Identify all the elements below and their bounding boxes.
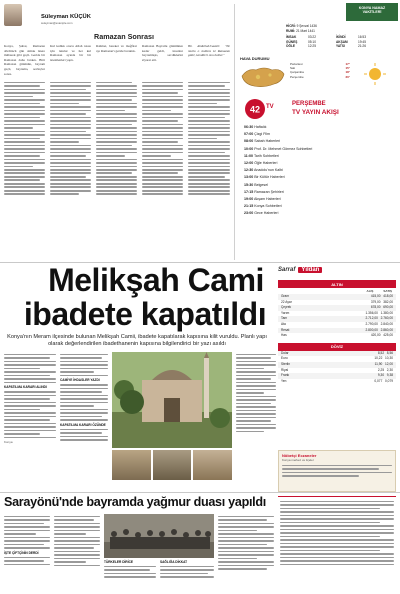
prayer-header-bottom: VAKİTLERİ <box>362 10 382 14</box>
bottom-subhead-2: TÜRKELER DİRİCE <box>104 560 134 564</box>
svg-text:42: 42 <box>249 104 261 115</box>
tv-schedule-row: 13:00 Bir Kültür Haberleri <box>244 175 285 180</box>
tv-schedule-row: 12:30 Anadolu'nun Kalbi <box>244 168 283 173</box>
tv-schedule-row: 17:15 Ramazan Şehirleri <box>244 189 284 194</box>
weather-forecast <box>290 62 350 79</box>
currency-title-bar <box>278 343 396 351</box>
bottom-col-3 <box>104 560 156 592</box>
tv-logo <box>244 98 276 120</box>
tv-schedule-row: 08:00 Sabah Haberleri <box>244 139 281 144</box>
tv-schedule-row: 12:00 Öğle Haberleri <box>244 161 278 166</box>
headline-line-1: Melikşah Cami <box>48 262 264 298</box>
weather-row: Çarşamba 18° <box>290 70 350 75</box>
prayer-hijri <box>286 24 396 28</box>
inset-photo-1 <box>112 450 151 480</box>
bottom-col-2 <box>54 514 100 592</box>
prayer-times-table <box>286 35 396 49</box>
author-email[interactable]: suleyman@example.com <box>41 21 73 25</box>
headline-line-2: ibadete kapatıldı <box>23 296 267 332</box>
column-paragraph-4: Ramazan Bayramı günümüze kadar geldi, insanlar bayramlaştı, sevdiklerini ziyaret etti. <box>142 44 183 62</box>
tv-schedule <box>244 124 394 218</box>
article-left <box>4 352 56 480</box>
gold-title: ALTIN <box>331 281 343 287</box>
pharmacy-subtitle: Konya merkez ve ilçeler <box>282 458 314 462</box>
tv-schedule-row: 21:15 Konya Sohbetleri <box>244 204 282 209</box>
exchange-box <box>278 264 396 446</box>
currency-table <box>278 351 396 385</box>
article-right-col <box>236 352 276 480</box>
article-left-subhead: KAPATILMA KARARI ALINDI <box>4 385 47 390</box>
currency-title: DÖVİZ <box>330 344 344 350</box>
prayer-times-header <box>346 3 398 21</box>
gold-row: 22 Ayar 379,00 382,00 <box>281 299 393 304</box>
tv-channel-label: TV <box>266 104 274 110</box>
hijri-date: 9 Şevval 1436 <box>296 24 317 28</box>
gold-title-bar <box>278 280 396 288</box>
tv-day: PERŞEMBE <box>292 101 326 107</box>
photo-inset-row <box>112 450 232 480</box>
pharmacy-box <box>278 450 396 492</box>
prayer-header-top: KONYA NAMAZ <box>358 6 386 10</box>
tv-schedule-row: 06:30 Haftalık <box>244 125 267 129</box>
gold-row: Yarım 1.356,00 1.380,00 <box>281 310 393 315</box>
column-quote: Hz. Abdullah/Gazali: "Ne mutlu o kullara ki Ramazan gider, kendileri onu bekler." <box>188 44 230 58</box>
bottom-col-5 <box>218 514 274 592</box>
weather-row: Pazartesi 17° <box>290 62 350 66</box>
bottom-story-title: Sarayönü'nde bayramda yağmur duası yapıldı <box>4 495 266 509</box>
author-photo <box>4 4 22 26</box>
tv-schedule-row: 19:00 Akşam Haberleri <box>244 197 281 202</box>
weather-map <box>240 62 286 92</box>
hijri-label: HİCRİ: <box>286 24 296 28</box>
currency-row: Yen 0,077 0,079 <box>281 378 393 383</box>
currency-row: Dolar 8,52 8,56 <box>278 351 396 357</box>
currency-row: Sterlin 11,90 12,00 <box>278 362 396 368</box>
gold-row: Resat 2.800,00 2.860,00 <box>278 328 396 334</box>
mosque-photo <box>112 352 232 448</box>
gold-row: Çeyrek 678,00 690,00 <box>278 305 396 311</box>
weather-sun-icon <box>356 62 394 88</box>
bottom-col-1 <box>4 514 50 592</box>
bottom-story-rule <box>0 492 400 493</box>
gold-row: Has 420,00 425,00 <box>281 333 393 338</box>
bottom-subhead-1: İŞTE ÇİFTÇİNİN DERDİ <box>4 550 39 555</box>
article-left-byline: Konya <box>4 440 13 445</box>
weather-row: Perşembe 20° <box>290 74 350 79</box>
prayer-rumi <box>286 29 396 33</box>
rumi-date: 21 Mart 1441 <box>296 29 315 33</box>
tv-schedule-row: 07:00 Çizgi Film <box>244 132 270 137</box>
gold-header: ALIŞ SATIŞ <box>366 289 392 293</box>
gold-table <box>278 294 396 339</box>
prayer-row: ÖĞLE 12:25 YATSI 21:26 <box>286 44 366 49</box>
currency-row: Riyal 2,25 2,30 <box>281 367 393 372</box>
inset-photo-2 <box>153 450 192 480</box>
column-filler <box>4 80 230 260</box>
inset-photo-3 <box>193 450 232 480</box>
prayer-row: İMSAK 03:22 İKİNDİ 16:53 <box>286 35 366 39</box>
exchange-brand: Sarraf <box>278 267 296 273</box>
headline-subtitle: Konya'nın Meram ilçesinde bulunan Melikşah Camii, ibadete kapatılarak kapısına kilit vuruldu. Planlı yapı olarak değerlendirilen ibadethanenin kapısına bilgilendirici bir yazı asıldı <box>7 334 267 347</box>
column-title: Ramazan Sonrası <box>94 32 154 41</box>
weather-title: HAVA DURUMU <box>240 56 270 61</box>
gold-row: Gram 415,00 418,00 <box>278 294 396 300</box>
tv-title: TV YAYIN AKIŞI <box>292 109 339 116</box>
column-paragraph-1: Konya, Şubat, Ramazan dördüncü gün olmak üzere mübarek gibi geçti. Geride bir Ramazan daha bıraktı. Bitti Ramazan gününün, bayram geçti, bayrama, sevinçler sonra. <box>4 44 45 76</box>
column-paragraph-2: Kul kulluk orucu Allah rızası için tutulur ve her kul Ramazan ayında bir bir istenilenleri yaptı. <box>50 44 91 62</box>
bottom-col-4 <box>160 560 214 592</box>
mosque-image-icon <box>112 352 232 448</box>
column-paragraph-3: Rahmet, bereket ve mağfiret ayı Ramazan'ı geride bıraktık. <box>96 44 137 53</box>
currency-row: Euro 10,22 10,30 <box>281 356 393 361</box>
tv-schedule-row: 15:30 Belgesel <box>244 182 268 187</box>
currency-row: Frank 9,30 9,38 <box>278 373 396 379</box>
tv-schedule-row: 23:00 Gece Haberleri <box>244 211 279 216</box>
tv-schedule-row: 11:00 Tarih Sohbetleri <box>244 153 279 158</box>
article-mid-subhead-1: CAMİYE İHDASLER YAZDI <box>60 378 100 383</box>
gold-row: Tam 2.712,00 2.760,00 <box>278 316 396 322</box>
prayer-row: GÜNEŞ 05:10 AKŞAM 19:45 <box>286 39 366 44</box>
tv-schedule-row: 10:00 Prof. Dr. Mehmet Görmez Sohbetleri <box>244 146 313 151</box>
sidebar-divider <box>234 4 235 260</box>
article-mid-col-1 <box>60 352 108 480</box>
bottom-subhead-3: SAĞLIĞA DİKKAT <box>160 560 188 564</box>
rumi-label: RUMİ: <box>286 29 296 33</box>
exchange-logo <box>278 264 396 276</box>
article-mid-subhead-2: KAPATILMA KARARI ÖZÜNDE <box>60 422 106 427</box>
exchange-brand-2: Yıldan <box>298 267 322 273</box>
column-title-bar <box>60 32 188 40</box>
rain-prayer-photo <box>104 514 214 558</box>
gold-row: Ata 2.790,00 2.840,00 <box>281 321 393 326</box>
weather-row: Salı 15° <box>290 66 350 71</box>
author-name: Süleyman KÜÇÜK <box>41 14 91 20</box>
turkey-map-icon <box>240 62 286 92</box>
listing-table <box>278 496 396 592</box>
crowd-photo-icon <box>104 514 214 558</box>
pharmacy-title: Nöbetçi Eczaneler <box>282 453 317 458</box>
